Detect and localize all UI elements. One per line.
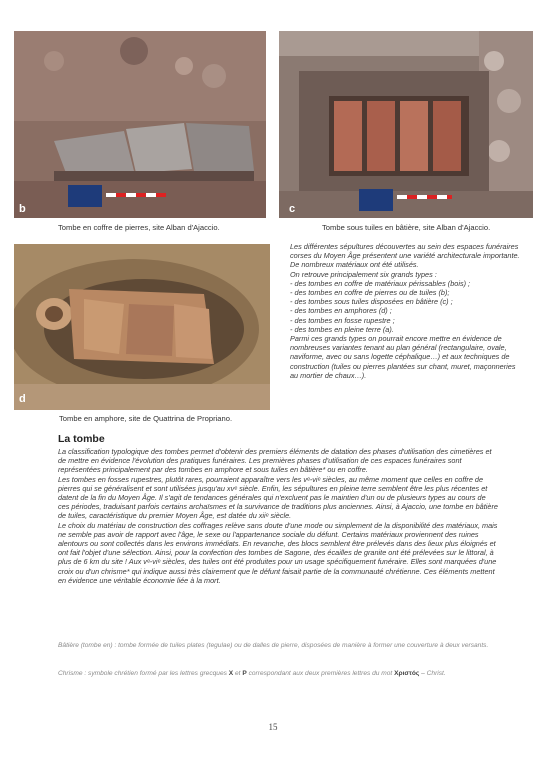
note-chrisme-mid: correspondant aux deux premières lettres du mot [246,670,395,677]
intro-list-item: - des tombes en pleine terre (a). [290,324,394,334]
photo-c-caption: Tombe sous tuiles en bâtière, site Alban d'Ajaccio. [322,223,491,232]
photo-d-caption: Tombe en amphore, site de Quattrina de Propriano. [59,414,233,423]
intro-line: Les différentes sépultures découvertes au sein des espaces funéraires corses du Moyen Âge présentent une variété architecturale importante. [290,242,520,261]
section-la-tombe [58,433,498,585]
section-paragraph: La classification typologique des tombes permet d'obtenir des premiers éléments de datation des phases d'utilisation des cimetières et de mettre en évidence l'évolution des pratiques funéraires. Les premières phases d'utilisation de ces espaces funéraires sont représentées principalement par des tombes en amphore et sous tuiles en bâtière* ou en coffre. [58,447,492,475]
greek-letter-chi: X [228,670,234,677]
photo-letter-d: d [19,393,26,405]
note-chrisme-suffix: – Christ. [419,670,446,677]
photo-gabled-tile-tomb [279,31,533,218]
note-chrisme [58,670,498,679]
section-paragraph: Le choix du matériau de construction des coffrages relève sans doute d'une mode ou simplement de la disponibilité des matériaux, mais ne semble pas avoir de rapport avec l'âge, le sexe ou l'appartenance sociale du défunt. Certains matériaux proviennent des ruines alentours ou sont collectés dans les environs immédiats. En revanche, des blocs semblent être prélevés dans des lieux plus éloignés et ont fait l'objet d'une sélection. Ainsi, pour la confection des tombes de Sagone, des écailles de granite ont été prélevées sur le littoral, à plus de 6 km du site ! Aux vᵉ-viᵉ siècles, des tuiles ont été produites pour un usage spécifiquement funéraire. Elles sont marquées d'une croix ou d'un chrisme* qui indique aussi très clairement que le défunt faisait partie de la communauté chrétienne. Ces éléments mettent en évidence une véritable économie liée à la mort. [58,520,498,585]
page-number: 15 [268,722,278,732]
greek-letter-rho: P [242,670,247,677]
intro-text [290,242,522,380]
intro-line: Parmi ces grands types on pourrait encore mettre en évidence de nombreuses variantes tenant au plan général (rectangulaire, ovale, naviforme, avec ou sans logette céphalique…) et aux techniques de construction (tuiles ou pierres plantées sur chant, muret, maçonneries au mortier de chaux…). [290,334,516,380]
photo-letter-c: c [289,203,296,215]
intro-line: On retrouve principalement six grands types : [290,269,437,279]
photo-b-caption: Tombe en coffre de pierres, site Alban d'Ajaccio. [58,223,220,232]
note-batiere: Bâtière (tombe en) : tombe formée de tuiles plates (tegulae) ou de dalles de pierre, disposées de manière à former une couverture à deux versants. [58,642,489,649]
note-chrisme-and: et [233,670,243,677]
intro-list-item: - des tombes en coffre de matériaux périssables (bois) ; [290,278,471,288]
photo-letter-b: b [19,203,26,215]
intro-list-item: - des tombes en fosse rupestre ; [290,315,395,325]
section-paragraph: Les tombes en fosses rupestres, plutôt rares, pourraient apparaître vers les vᵉ-viᵉ siècles, au même moment que celles en coffre de pierres qui se généralisent et sont utilisées jusqu'au xvᵉ siècle. Enfin, les sépultures en pleine terre semblent être les plus récentes et datent de la fin du Moyen Âge. Il s'agit de tendances générales qui n'excluent pas le maintien d'un ou de plusieurs types au cours de ces périodes, traduisant parfois certains archaïsmes et la survivance de traditions plus anciennes. Ainsi, à Ajaccio, une tombe en bâtière de tuiles, caractéristique du premier Moyen Âge, est datée du xiiᵉ siècle. [58,474,498,521]
photo-stone-coffer-tomb [14,31,266,218]
photo-amphora-tomb [14,244,270,410]
intro-list-item: - des tombes sous tuiles disposées en bâtière (c) ; [290,297,453,307]
intro-list-item: - des tombes en amphores (d) ; [290,306,392,316]
note-chrisme-prefix: Chrisme : symbole chrétien formé par les lettres grecques [58,670,229,677]
section-title: La tombe [58,433,105,445]
greek-word-christos: Χριστός [394,670,420,677]
intro-line: De nombreux matériaux ont été utilisés. [290,260,419,270]
intro-list-item: - des tombes en coffre de pierres ou de tuiles (b); [290,288,450,298]
